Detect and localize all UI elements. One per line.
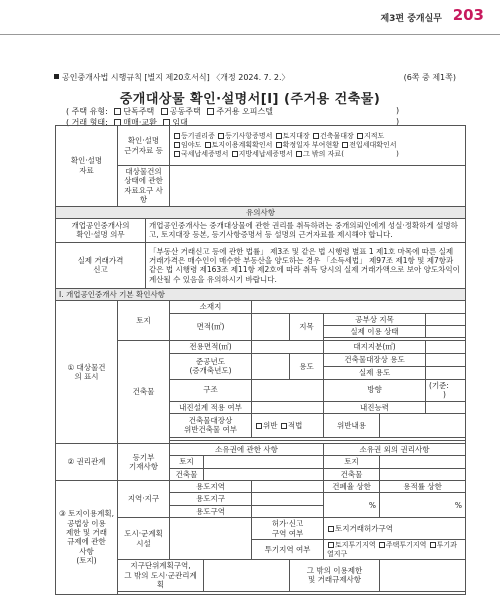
district-plan-label: 지구단위계획구역, 그 밖의 도시·군관리계획: [118, 560, 204, 591]
page-header: [0, 0, 500, 34]
basis-docs: [170, 126, 466, 166]
doc-item: 확정일자 부여현황: [282, 141, 339, 150]
checkbox[interactable]: [174, 151, 180, 157]
official-jimok-label: 공부상 지목: [324, 313, 426, 325]
doc-item: 지방세납세증명서: [238, 149, 293, 158]
doc-item: 임야도: [181, 141, 202, 150]
checkbox[interactable]: [430, 542, 436, 548]
own-land-field[interactable]: [204, 456, 324, 468]
checkbox[interactable]: [342, 142, 348, 148]
checkbox[interactable]: [232, 151, 238, 157]
structure-field[interactable]: [252, 379, 324, 401]
use-district-label: 용도지구: [170, 493, 252, 505]
request-field[interactable]: [170, 166, 466, 207]
ledger-usage-field[interactable]: [426, 353, 466, 366]
seismic-ability-label: 내진능력: [324, 401, 426, 413]
checkbox[interactable]: [281, 423, 287, 429]
checkbox[interactable]: [114, 108, 121, 115]
doc-item: 토지대장: [282, 132, 310, 141]
own-building-label: 건축물: [170, 468, 204, 480]
ledger-usage-label: 건축물대장상 용도: [324, 353, 426, 366]
doc-item: 등기권리증: [181, 132, 215, 141]
illegal-label: 건축물대장상 위반건축물 여부: [170, 413, 252, 437]
structure-label: 구조: [170, 379, 252, 401]
option-land-spec: 토지투기지역: [335, 540, 376, 549]
form-table: [55, 125, 466, 595]
option-house-spec: 주택투기지역: [385, 540, 427, 549]
other-land-field[interactable]: [380, 456, 466, 468]
close-paren: ): [396, 149, 399, 158]
spacer-cell: [118, 591, 466, 594]
request-label: 대상물건의 상태에 관한 자료요구 사항: [118, 166, 170, 207]
doc-item: 그 밖의 자료(: [302, 149, 344, 158]
checkbox[interactable]: [379, 542, 385, 548]
permit-label: 허가·신고 구역 여부: [252, 518, 324, 540]
permit-options: [324, 518, 466, 540]
area-field[interactable]: [252, 313, 290, 341]
own-building-field[interactable]: [204, 468, 324, 480]
land-share-field[interactable]: [426, 341, 466, 353]
seismic-applied-field[interactable]: [252, 401, 324, 413]
facility-field[interactable]: [170, 518, 252, 560]
checkbox[interactable]: [174, 133, 180, 139]
docs-line-3: [173, 150, 462, 159]
docs-line-1: [173, 132, 462, 141]
other-building-label: 건축물: [324, 468, 380, 480]
option-sale: 매매·교환: [123, 118, 157, 127]
regulation-line: [54, 72, 290, 83]
option-lease: 임대: [172, 118, 188, 127]
close-paren: ): [396, 117, 400, 126]
regulation-text: 공인중개사법 시행규칙 [별지 제20호서식] 〈개정 2024. 7. 2.〉: [62, 73, 290, 82]
far-label: 용적률 상한: [380, 481, 466, 493]
land-label: 토지: [118, 301, 170, 341]
seismic-ability-field[interactable]: [426, 401, 466, 413]
checkbox[interactable]: [276, 142, 282, 148]
checkbox[interactable]: [161, 108, 168, 115]
district-plan-field[interactable]: [204, 560, 290, 591]
doc-item: 국세납세증명서: [181, 149, 229, 158]
price-text: 「부동산 거래신고 등에 관한 법률」 제3조 및 같은 법 시행령 별표 1 제1호 마목에 따른 실제 거래가격은 매수인이 매수한 부동산을 양도하는 경우 「소득세법」 제97조 제1항 및 제7항과 같은 법 시행령 제163조 제11항 제2호에 따라 취득 당시의 실제 거래가액으로 보아 양도차익이 계산될 수 있음을 유의하시기 바랍니다.: [146, 242, 466, 288]
page-count: (6쪽 중 제1쪽): [403, 73, 456, 82]
location-field[interactable]: [252, 301, 466, 313]
own-land-label: 토지: [170, 456, 204, 468]
item1-label: ① 대상물건 의 표시: [56, 301, 118, 444]
housing-type-label: ( 주택 유형:: [66, 107, 108, 116]
official-jimok-field[interactable]: [426, 313, 466, 325]
other-limits-field[interactable]: [380, 560, 466, 591]
actual-use-label: 실제 이용 상태: [324, 326, 426, 338]
doc-item: 등기사항증명서: [225, 132, 273, 141]
duty-label: 개업공인중개사의 확인·설명 의무: [56, 218, 146, 242]
option-illegal: 위반: [263, 420, 278, 430]
option-detached: 단독주택: [123, 107, 155, 116]
zone-label: 지역·지구: [118, 481, 170, 518]
speculation-label: 투기지역 여부: [252, 539, 324, 560]
option-overheated: 투기과열지구: [327, 540, 457, 558]
other-building-field[interactable]: [380, 468, 466, 480]
land-share-label: 대지지분(㎡): [324, 341, 426, 353]
checkbox[interactable]: [256, 423, 262, 429]
doc-item: 건축물대장: [319, 132, 354, 141]
base-label: (기준:: [429, 380, 449, 390]
use-region-label: 용도지역: [170, 481, 252, 493]
use-area-label: 용도구역: [170, 505, 252, 517]
notes-title: 유의사항: [56, 206, 466, 218]
checkbox[interactable]: [174, 142, 180, 148]
far-field[interactable]: %: [380, 493, 466, 518]
item3-label: ③ 토지이용계획, 공법상 이용 제한 및 거래 규제에 관한 사항 (토지): [56, 481, 118, 595]
checkbox[interactable]: [328, 542, 334, 548]
basis-docs-label: 확인·설명 근거자료 등: [118, 126, 170, 166]
form-title: 중개대상물 확인·설명서[Ⅰ] (주거용 건축물): [119, 92, 381, 107]
use-region-field[interactable]: [252, 481, 324, 493]
duty-text: 개업공인중개사는 중개대상물에 관한 권리를 취득하려는 중개의뢰인에게 성실·정확하게 설명하고, 토지대장 등본, 등기사항증명서 등 설명의 근거자료를 제시해야 합니다.: [146, 218, 466, 242]
use-district-field[interactable]: [252, 493, 324, 505]
doc-item: 전입세대확인서: [349, 141, 397, 150]
close-paren: ): [396, 106, 400, 115]
doc-item: 토지이용계획확인서: [211, 141, 273, 150]
registry-label: 등기부 기재사항: [118, 443, 170, 480]
option-officetel: 주거용 오피스텔: [216, 107, 273, 116]
checkbox[interactable]: [207, 108, 214, 115]
square-bullet-icon: [54, 74, 59, 79]
exclusive-area-label: 전용면적(㎡): [170, 341, 252, 353]
facility-label: 도시·군계획 시설: [118, 518, 170, 560]
option-apartment: 공동주택: [169, 107, 201, 116]
seismic-applied-label: 내진설계 적용 여부: [170, 401, 252, 413]
completion-label: 준공년도 (증개축년도): [170, 353, 252, 379]
page-number: 203: [452, 6, 484, 24]
direction-base[interactable]: [426, 379, 466, 401]
checkbox[interactable]: [296, 151, 302, 157]
close-paren: ): [443, 390, 446, 400]
option-permit: 토지거래허가구역: [335, 523, 393, 533]
illegal-content-field[interactable]: [380, 413, 466, 437]
area-label: 면적(㎡): [170, 313, 252, 341]
option-legal: 적법: [287, 420, 303, 430]
real-usage-label: 실제 용도: [324, 366, 426, 379]
checkbox[interactable]: [313, 133, 319, 139]
coverage-field[interactable]: %: [324, 493, 380, 518]
housing-type-row: [66, 106, 400, 117]
illegal-content-label: 위반내용: [324, 413, 380, 437]
price-label: 실제 거래가격 신고: [56, 242, 146, 288]
illegal-options: [252, 413, 324, 437]
checkbox[interactable]: [276, 133, 282, 139]
completion-field[interactable]: [252, 353, 290, 379]
item2-label: ② 권리관계: [56, 443, 118, 480]
other-land-label: 토지: [324, 456, 380, 468]
checkbox[interactable]: [328, 526, 334, 532]
chapter-title: 제3편 중개실무: [380, 14, 442, 24]
usage-label: 용도: [290, 353, 324, 379]
coverage-label: 건폐율 상한: [324, 481, 380, 493]
other-rights-header: 소유권 외의 권리사항: [324, 443, 466, 455]
docs-line-2: [173, 141, 462, 150]
checkbox[interactable]: [205, 142, 211, 148]
section1-heading: Ⅰ. 개업공인중개사 기본 확인사항: [56, 288, 466, 300]
jimok-label: 지목: [290, 313, 324, 341]
direction-label: 방향: [324, 379, 426, 401]
checkbox[interactable]: [357, 133, 363, 139]
ownership-header: 소유권에 관한 사항: [170, 443, 324, 455]
doc-item: 지적도: [363, 132, 385, 141]
basis-label: 확인·설명 자료: [56, 126, 118, 207]
actual-use-field[interactable]: [426, 326, 466, 338]
exclusive-area-field[interactable]: [252, 341, 324, 353]
header-rule: [0, 34, 500, 35]
building-label: 건축물: [118, 341, 170, 444]
other-limits-label: 그 밖의 이용제한 및 거래규제사항: [290, 560, 380, 591]
use-area-field[interactable]: [252, 505, 324, 517]
checkbox[interactable]: [218, 133, 224, 139]
location-label: 소재지: [170, 301, 252, 313]
real-usage-field[interactable]: [426, 366, 466, 379]
speculation-options: [324, 539, 466, 560]
transaction-type-label: ( 거래 형태:: [66, 118, 108, 127]
